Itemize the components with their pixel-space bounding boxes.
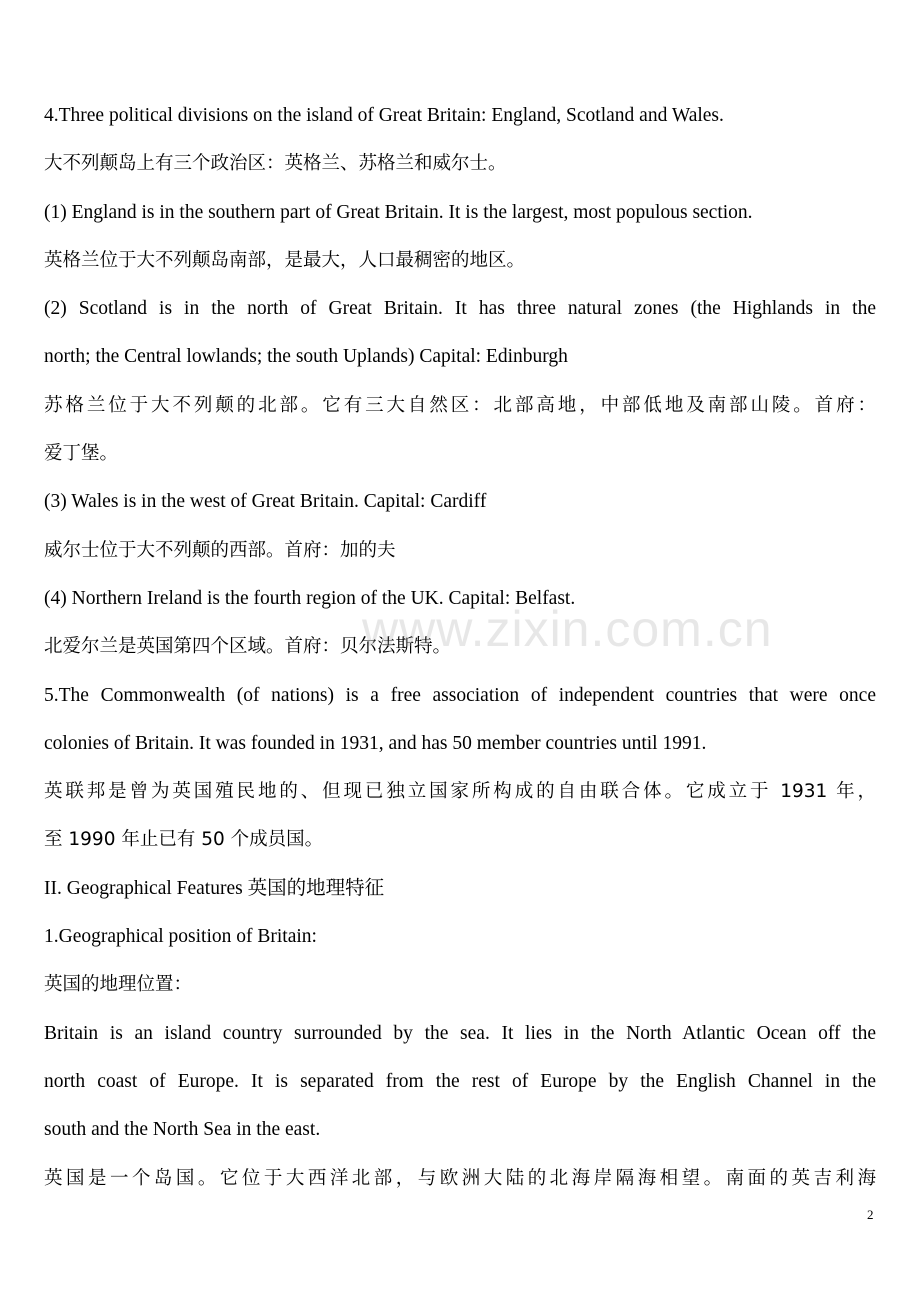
text-line: north coast of Europe. It is separated from the rest of Europe by the English Channel in the — [44, 1070, 876, 1092]
text-line: (2) Scotland is in the north of Great Britain. It has three natural zones (the Highlands in the — [44, 298, 876, 320]
text-line: 北爱尔兰是英国第四个区域。首府：贝尔法斯特。 — [44, 636, 452, 658]
page-number: 2 — [867, 1207, 874, 1222]
text-line: 英国是一个岛国。它位于大西洋北部，与欧洲大陆的北海岸隔海相望。南面的英吉利海 — [44, 1167, 876, 1189]
text-line: 英联邦是曾为英国殖民地的、但现已独立国家所构成的自由联合体。它成立于 1931 年， — [44, 781, 876, 803]
text-line: 至 1990 年止已有 50 个成员国。 — [44, 829, 324, 851]
watermark: www.zixin.com.cn — [362, 601, 773, 657]
text-line: south and the North Sea in the east. — [44, 1119, 321, 1141]
text-line: 威尔士位于大不列颠的西部。首府：加的夫 — [44, 539, 396, 561]
text-line: 英格兰位于大不列颠岛南部，是最大，人口最稠密的地区。 — [44, 249, 526, 271]
text-line: Britain is an island country surrounded by the sea. It lies in the North Atlantic Ocean off the — [44, 1022, 876, 1044]
text-line: (3) Wales is in the west of Great Britain. Capital: Cardiff — [44, 491, 487, 513]
text-line: II. Geographical Features 英国的地理特征 — [44, 877, 385, 899]
text-line: (1) England is in the southern part of Great Britain. It is the largest, most populous section. — [44, 201, 753, 223]
text-line: 爱丁堡。 — [44, 443, 119, 465]
text-line: 大不列颠岛上有三个政治区：英格兰、苏格兰和威尔士。 — [44, 153, 507, 175]
text-line: (4) Northern Ireland is the fourth region of the UK. Capital: Belfast. — [44, 587, 576, 609]
text-line: 苏格兰位于大不列颠的北部。它有三大自然区：北部高地，中部低地及南部山陵。首府： — [44, 394, 876, 416]
text-line: 1.Geographical position of Britain: — [44, 926, 317, 948]
text-line: north; the Central lowlands; the south Uplands) Capital: Edinburgh — [44, 346, 568, 368]
text-line: 英国的地理位置： — [44, 974, 193, 996]
text-line: 4.Three political divisions on the island of Great Britain: England, Scotland and Wales. — [44, 105, 724, 126]
text-line: 5.The Commonwealth (of nations) is a free association of independent countries that were once — [44, 684, 876, 706]
text-line: colonies of Britain. It was founded in 1931, and has 50 member countries until 1991. — [44, 732, 707, 754]
document-body — [44, 92, 876, 1203]
